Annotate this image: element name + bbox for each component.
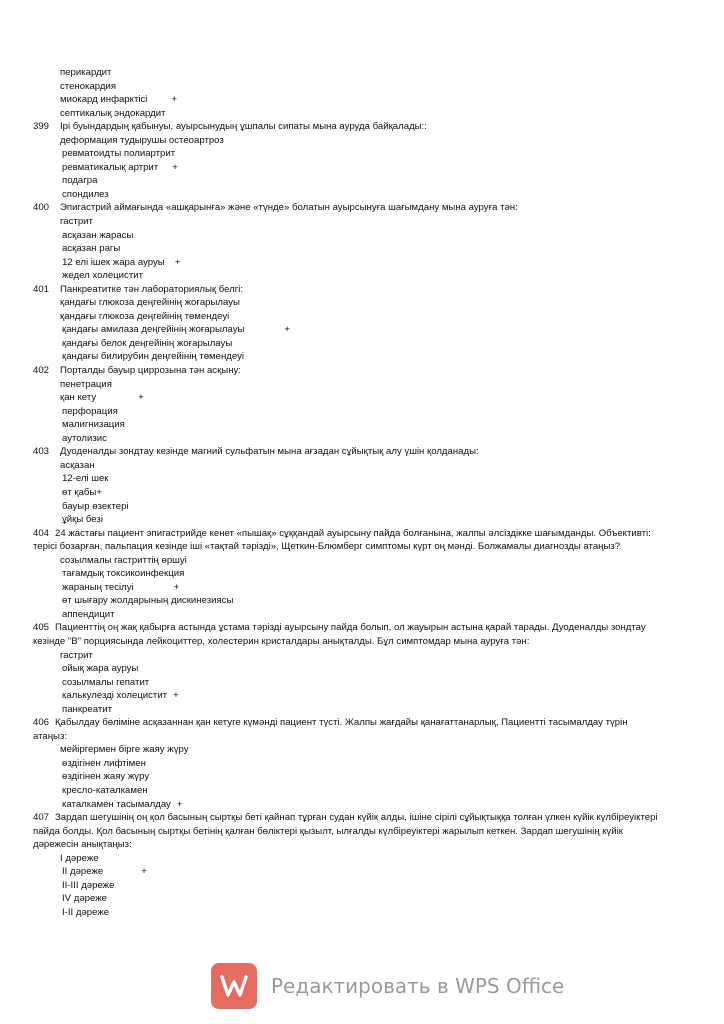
text: кресло-каталкамен	[62, 784, 148, 796]
text: аутолизис	[62, 432, 107, 444]
text: пенетрация	[60, 378, 112, 390]
list-item	[0, 459, 724, 473]
list-item	[0, 472, 724, 486]
list-item	[0, 229, 724, 243]
text: өт қабы	[62, 486, 97, 498]
text: септикалық эндокардит	[60, 107, 166, 119]
text: стенокардия	[60, 80, 117, 92]
list-item	[0, 770, 724, 784]
text: ұйқы безі	[62, 514, 103, 526]
text: панкреатит	[62, 703, 112, 715]
text: гастрит	[60, 649, 93, 661]
list-item	[0, 418, 724, 432]
text: бауыр өзектері	[62, 500, 129, 512]
text: ойық жара ауруы	[62, 663, 139, 675]
text: перикардит	[60, 67, 112, 78]
text: Қабылдау бөліміне асқазаннан қан кетуге күмәнді пациент түсті. Жалпы жағдайы қанағаттанарлық, Пациентті тасымалдау түрін атаңыз:	[33, 717, 628, 742]
list-item	[0, 594, 724, 608]
text: перфорация	[62, 405, 118, 417]
list-item	[0, 134, 724, 148]
list-item	[0, 350, 724, 364]
wps-logo-icon	[211, 963, 257, 1009]
text: қандағы амилаза деңгейінің жоғарылауы	[62, 324, 245, 336]
text: гастрит	[60, 216, 93, 228]
list-item	[0, 689, 724, 703]
correct-answer-mark: +	[173, 581, 180, 593]
text: өздігінен жаяу жүру	[62, 771, 150, 783]
list-item	[0, 554, 724, 568]
text: II дәреже	[62, 866, 104, 878]
text: подагра	[62, 175, 98, 187]
list-item	[0, 703, 724, 717]
list-item	[0, 66, 724, 80]
text: өт шығару жолдарының дискинезиясы	[62, 595, 234, 607]
list-item	[0, 296, 724, 310]
text: Эпигастрий аймағында «ашқарынға» және «түнде» болатын ауырсынуға шағымдану мына ауруға тән:	[60, 202, 518, 214]
question-number: 407	[33, 812, 50, 824]
list-item	[0, 432, 724, 446]
correct-answer-mark: +	[176, 798, 183, 810]
text: II-III дәреже	[62, 879, 115, 891]
text: мейіргермен бірге жаяу жүру	[60, 744, 189, 756]
text: Пациенттің оң жақ қабырға астында ұстама тәрізді ауырсыну пайда болып, ол жауырын астына қарай тарады. Дуоденалды зондтау кезінде "В" порциясында лейкоциттер, холестерин кристалдары анықталды. Бұл симптомдар мына ауруға тән:	[33, 622, 646, 647]
question-number: 399	[33, 121, 50, 133]
list-item	[0, 500, 724, 514]
list-item	[0, 405, 724, 419]
text: IV дәреже	[62, 893, 107, 905]
list-item	[0, 852, 724, 866]
text: аппендицит	[62, 608, 115, 620]
text: қандағы белок деңгейінің жоғарылауы	[62, 337, 233, 349]
question-404	[0, 527, 724, 554]
text: Ірі буындардың қабынуы, ауырсынудың ұшпалы сипаты мына ауруда байқалады::	[60, 121, 427, 133]
text: Панкреатитке тән лабораториялық белгі:	[60, 283, 244, 295]
question-number: 401	[33, 283, 50, 295]
question-number: 406	[33, 717, 50, 729]
list-item	[0, 649, 724, 663]
list-item	[0, 743, 724, 757]
text: 24 жастағы пациент эпигастрийде кенет «пышақ» сұққандай ауырсыну пайда болғанына, жалпы әлсіздікке шағымданды. Объективті: терісі бозарған, пальпация кезінде іші «тақтай тәрізді», Щеткин-Блюмберг симптомы күрт оң мәнді. Болжамалы диагнозды атаңыз?	[33, 527, 651, 553]
text: асқазан жарасы	[62, 229, 134, 241]
question-401	[0, 283, 724, 297]
text: қан кету	[60, 392, 97, 404]
list-item	[0, 323, 724, 337]
text: 12 елі ішек жара ауруы	[62, 256, 165, 268]
correct-answer-mark: +	[141, 866, 147, 878]
text: Порталды бауыр циррозына тән асқыну:	[60, 365, 241, 377]
list-item	[0, 310, 724, 324]
text: малигнизация	[62, 419, 125, 431]
text: қандағы билирубин деңгейінің төмендеуі	[62, 351, 245, 363]
wps-edit-label[interactable]: Редактировать в WPS Office	[271, 974, 565, 998]
question-number: 403	[33, 446, 50, 458]
text: I дәреже	[60, 852, 99, 864]
question-400	[0, 201, 724, 215]
list-item	[0, 662, 724, 676]
correct-answer-mark: +	[174, 256, 181, 268]
text: I-II дәреже	[62, 906, 110, 918]
list-item	[0, 486, 724, 500]
text: Дуоденалды зондтау кезінде магний сульфатын мына ағзадан сұйықтық алу үшін қолданады:	[60, 446, 479, 458]
question-405	[0, 621, 724, 648]
text: асқазан	[60, 459, 95, 471]
list-item	[0, 879, 724, 893]
correct-answer-mark: +	[172, 161, 178, 173]
text: ревматоидты полиартрит	[62, 148, 176, 160]
list-item	[0, 378, 724, 392]
question-402	[0, 364, 724, 378]
correct-answer-mark: +	[284, 324, 291, 336]
text: ревматикалық артрит	[62, 161, 159, 173]
wps-w-glyph	[219, 973, 249, 999]
list-item	[0, 107, 724, 121]
question-number: 402	[33, 365, 50, 377]
list-item	[0, 80, 724, 94]
list-item	[0, 269, 724, 283]
list-item	[0, 581, 724, 595]
text: созылмалы гепатит	[62, 676, 150, 688]
correct-answer-mark: +	[138, 392, 144, 404]
list-item	[0, 337, 724, 351]
text: 12-елі шек	[62, 473, 109, 485]
list-item	[0, 174, 724, 188]
list-item	[0, 215, 724, 229]
list-item	[0, 676, 724, 690]
question-406	[0, 716, 724, 743]
list-item	[0, 757, 724, 771]
question-407	[0, 811, 724, 852]
list-item	[0, 513, 724, 527]
list-item	[0, 256, 724, 270]
text: Зардап шегушінің оң қол басының сыртқы беті қайнап тұрған судан күйік алды, ішіне сірілі сұйықтыққа толған үлкен күйік күлбіреуіктері пайда болды. Қол басының сыртқы бетінің қалған бөліктері қызылт, ылғалды күлбіреуіктері жарылып кеткен. Зардап шегушінің күйік дәрежесін анықтаңыз:	[33, 812, 658, 851]
list-item	[0, 906, 724, 920]
list-item	[0, 865, 724, 879]
question-399	[0, 120, 724, 134]
document-body	[0, 66, 724, 919]
question-number: 405	[33, 622, 50, 634]
list-item	[0, 147, 724, 161]
list-item	[0, 892, 724, 906]
text: тағамдық токсикоинфекция	[62, 568, 185, 580]
correct-answer-mark: +	[96, 486, 102, 498]
text: қандағы глюкоза деңгейінің төмендеуі	[60, 310, 230, 322]
text: деформация тудырушы остеоартроз	[60, 134, 224, 146]
question-number: 404	[33, 527, 50, 539]
text: қандағы глюкоза деңгейінің жоғарылауы	[60, 297, 240, 309]
text: миокард инфарктісі	[60, 94, 148, 106]
list-item	[0, 391, 724, 405]
text: калькулезді холецистит	[62, 690, 168, 702]
question-403	[0, 445, 724, 459]
correct-answer-mark: +	[173, 690, 179, 702]
text: жараның тесілуі	[62, 581, 134, 593]
text: жедел холецистит	[62, 270, 143, 282]
list-item	[0, 567, 724, 581]
correct-answer-mark: +	[171, 94, 178, 106]
question-number: 400	[33, 202, 50, 214]
list-item	[0, 798, 724, 812]
text: каталкамен тасымалдау	[62, 798, 171, 810]
list-item	[0, 188, 724, 202]
list-item	[0, 608, 724, 622]
text: асқазан рагы	[62, 243, 121, 255]
wps-edit-banner[interactable]	[211, 963, 564, 1009]
text: созылмалы гастриттің өршуі	[60, 554, 187, 566]
text: спондилез	[62, 188, 109, 200]
list-item	[0, 161, 724, 175]
list-item	[0, 93, 724, 107]
list-item	[0, 784, 724, 798]
list-item	[0, 242, 724, 256]
text: өздігінен лифтімен	[62, 757, 146, 769]
